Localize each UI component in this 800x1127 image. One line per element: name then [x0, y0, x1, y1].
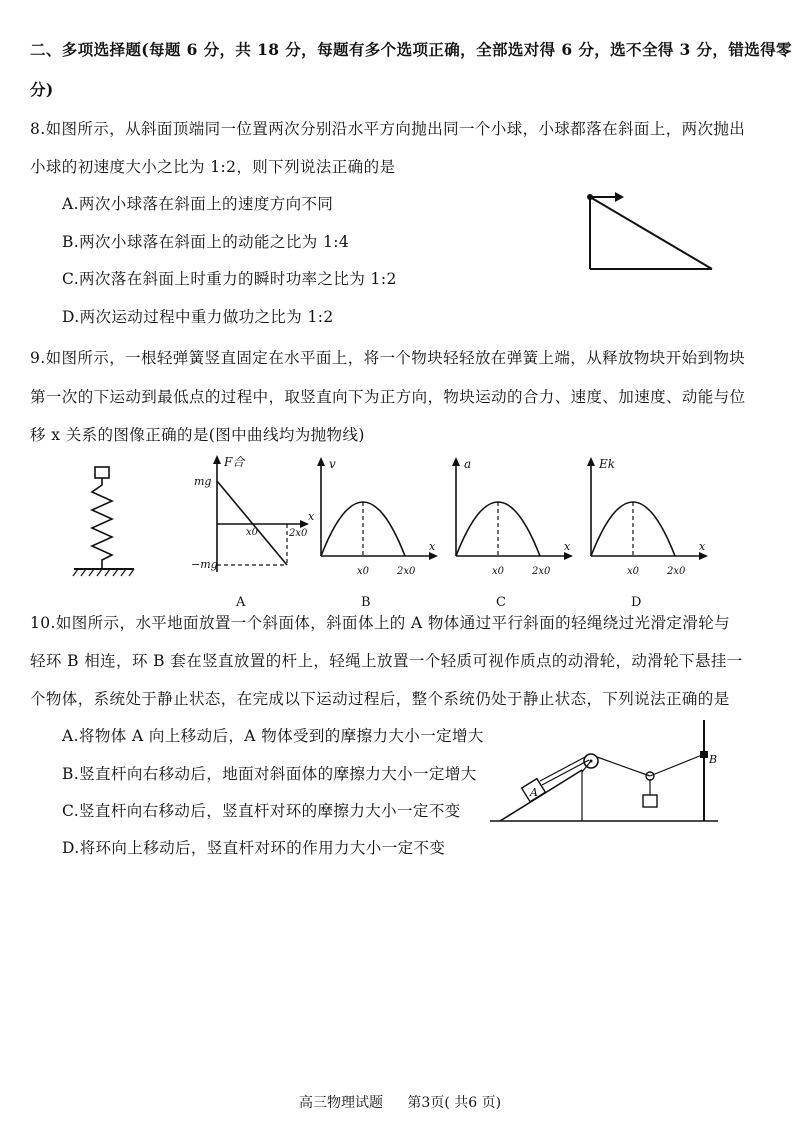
graph-b-ylabel: v — [329, 457, 336, 471]
graph-a-ylabel: F合 — [224, 455, 245, 469]
section-heading-line2: 分) — [30, 80, 54, 99]
graph-a-top-label: mg — [194, 475, 212, 488]
graph-d-xlabel: x — [699, 540, 706, 553]
graph-c-x0: x0 — [492, 566, 505, 577]
q9-stem-line2: 第一次的下运动到最低点的过程中，取竖直向下为正方向，物块运动的合力、速度、加速度、动能与位 — [30, 388, 746, 406]
q8-stem-line2: 小球的初速度大小之比为 1:2，则下列说法正确的是 — [30, 158, 396, 176]
q9-stem-line1: 9.如图所示，一根轻弹簧竖直固定在水平面上，将一个物块轻轻放在弹簧上端，从释放物块开始到物块 — [30, 349, 746, 367]
graph-c-2x0: 2x0 — [532, 566, 551, 577]
q8-option-b: B.两次小球落在斜面上的动能之比为 1:4 — [62, 233, 350, 251]
graph-a-bottom-label: −mg — [191, 558, 218, 571]
graph-a-2x0: 2x0 — [289, 528, 308, 539]
q9-stem-line3: 移 x 关系的图像正确的是(图中曲线均为抛物线) — [30, 426, 365, 444]
q10-option-c: C.竖直杆向右移动后，竖直杆对环的摩擦力大小一定不变 — [62, 802, 461, 820]
graph-b-xlabel: x — [429, 540, 436, 553]
q8-stem-line1: 8.如图所示，从斜面顶端同一位置两次分别沿水平方向抛出同一个小球，小球都落在斜面上，两次抛出 — [30, 120, 746, 138]
graph-d-ylabel: Ek — [599, 457, 616, 471]
q8-option-d: D.两次运动过程中重力做功之比为 1:2 — [62, 308, 334, 326]
graph-b-caption: B — [361, 595, 371, 610]
q9-graph-a — [191, 454, 318, 614]
graph-c-ylabel: a — [464, 457, 472, 471]
page-footer — [0, 1092, 800, 1112]
q8-option-c: C.两次落在斜面上时重力的瞬时功率之比为 1:2 — [62, 270, 397, 288]
q9-graph-b — [315, 454, 445, 614]
block-a-label: A — [530, 786, 538, 799]
graph-b-x0: x0 — [357, 566, 370, 577]
graph-b-2x0: 2x0 — [397, 566, 416, 577]
q10-option-b: B.竖直杆向右移动后，地面对斜面体的摩擦力大小一定增大 — [62, 765, 477, 783]
q10-option-d: D.将环向上移动后，竖直杆对环的作用力大小一定不变 — [62, 839, 446, 857]
section-heading-line1: 二、多项选择题(每题 6 分，共 18 分，每题有多个选项正确，全部选对得 6 分，选不全得 3 分，错选得零 — [30, 40, 792, 59]
q9-spring-figure — [70, 465, 140, 580]
footer-page-number: 第3页( 共6 页) — [407, 1095, 502, 1111]
q8-incline-figure — [580, 188, 720, 274]
q10-option-a: A.将物体 A 向上移动后，A 物体受到的摩擦力大小一定增大 — [62, 727, 484, 745]
q9-graph-c — [450, 454, 580, 614]
q8-option-a: A.两次小球落在斜面上的速度方向不同 — [62, 195, 334, 213]
graph-a-caption: A — [236, 595, 246, 610]
graph-c-xlabel: x — [564, 540, 571, 553]
graph-d-x0: x0 — [627, 566, 640, 577]
ring-b-label: B — [709, 753, 718, 766]
footer-subject: 高三物理试题 — [298, 1095, 383, 1111]
q9-graph-d — [585, 454, 715, 614]
graph-c-caption: C — [496, 595, 506, 610]
q10-stem-line2: 轻环 B 相连，环 B 套在竖直放置的杆上，轻绳上放置一个轻质可视作质点的动滑轮，动滑轮下悬挂一 — [30, 652, 743, 670]
q10-stem-line1: 10.如图所示，水平地面放置一个斜面体，斜面体上的 A 物体通过平行斜面的轻绳绕过光滑定滑轮与 — [30, 614, 731, 632]
graph-a-x0: x0 — [246, 527, 259, 538]
q10-pulley-figure — [486, 718, 726, 824]
graph-d-caption: D — [631, 595, 642, 610]
graph-d-2x0: 2x0 — [667, 566, 686, 577]
q10-stem-line3: 个物体，系统处于静止状态，在完成以下运动过程后，整个系统仍处于静止状态，下列说法正确的是 — [30, 690, 730, 708]
graph-a-xlabel: x — [308, 510, 315, 523]
